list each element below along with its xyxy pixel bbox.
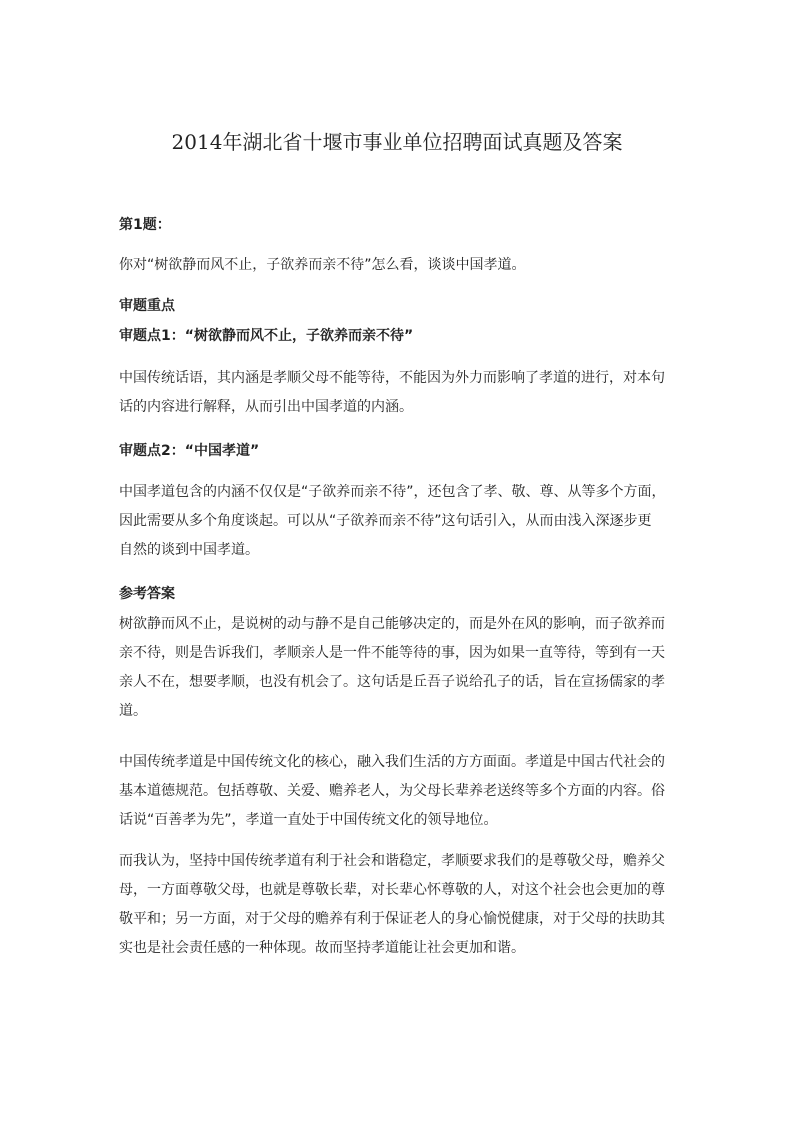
point1-heading: 审题点1：“树欲静而风不止，子欲养而亲不待” [119,328,414,344]
line: 实也是社会责任感的一种体现。故而坚持孝道能让社会更加和谐。 [119,940,525,956]
line: 因此需要从多个角度谈起。可以从“子欲养而亲不待”这句话引入，从而由浅入深逐步更 [119,513,652,529]
line: 亲不待，则是告诉我们，孝顺亲人是一件不能等待的事，因为如果一直等待，等到有一天 [119,645,665,661]
point2-heading: 审题点2：“中国孝道” [119,443,260,459]
question-text: 你对“树欲静而风不止，子欲养而亲不待”怎么看，谈谈中国孝道。 [119,257,526,273]
line: 中国孝道包含的内涵不仅仅是“子欲养而亲不待”，还包含了孝、敬、尊、从等多个方面， [119,484,666,500]
line: 自然的谈到中国孝道。 [119,542,259,558]
line: 基本道德规范。包括尊敬、关爱、赡养老人，为父母长辈养老送终等多个方面的内容。俗 [119,783,665,799]
line: 母，一方面尊敬父母，也就是尊敬长辈，对长辈心怀尊敬的人，对这个社会也会更加的尊 [119,882,665,898]
line: 亲人不在，想要孝顺，也没有机会了。这句话是丘吾子说给孔子的话，旨在宣扬儒家的孝 [119,674,665,690]
line: 中国传统孝道是中国传统文化的核心，融入我们生活的方方面面。孝道是中国古代社会的 [119,754,665,770]
answer-paragraph-3 [119,847,679,963]
answer-heading: 参考答案 [119,586,175,602]
point1-paragraph [119,364,679,422]
line: 话说“百善孝为先”，孝道一直处于中国传统文化的领导地位。 [119,812,498,828]
line: 树欲静而风不止，是说树的动与静不是自己能够决定的，而是外在风的影响，而子欲养而 [119,616,665,632]
line: 中国传统话语，其内涵是孝顺父母不能等待，不能因为外力而影响了孝道的进行，对本句 [119,370,665,386]
focus-heading: 审题重点 [119,298,175,314]
line: 话的内容进行解释，从而引出中国孝道的内涵。 [119,399,413,415]
question-label: 第1题： [119,217,171,233]
line: 道。 [119,703,147,719]
answer-paragraph-2 [119,748,679,835]
document-title: 2014年湖北省十堰市事业单位招聘面试真题及答案 [171,130,623,154]
line: 而我认为，坚持中国传统孝道有利于社会和谐稳定，孝顺要求我们的是尊敬父母，赡养父 [119,853,665,869]
answer-paragraph-1 [119,610,679,726]
point2-paragraph [119,478,679,565]
line: 敬平和；另一方面，对于父母的赡养有利于保证老人的身心愉悦健康，对于父母的扶助其 [119,911,665,927]
